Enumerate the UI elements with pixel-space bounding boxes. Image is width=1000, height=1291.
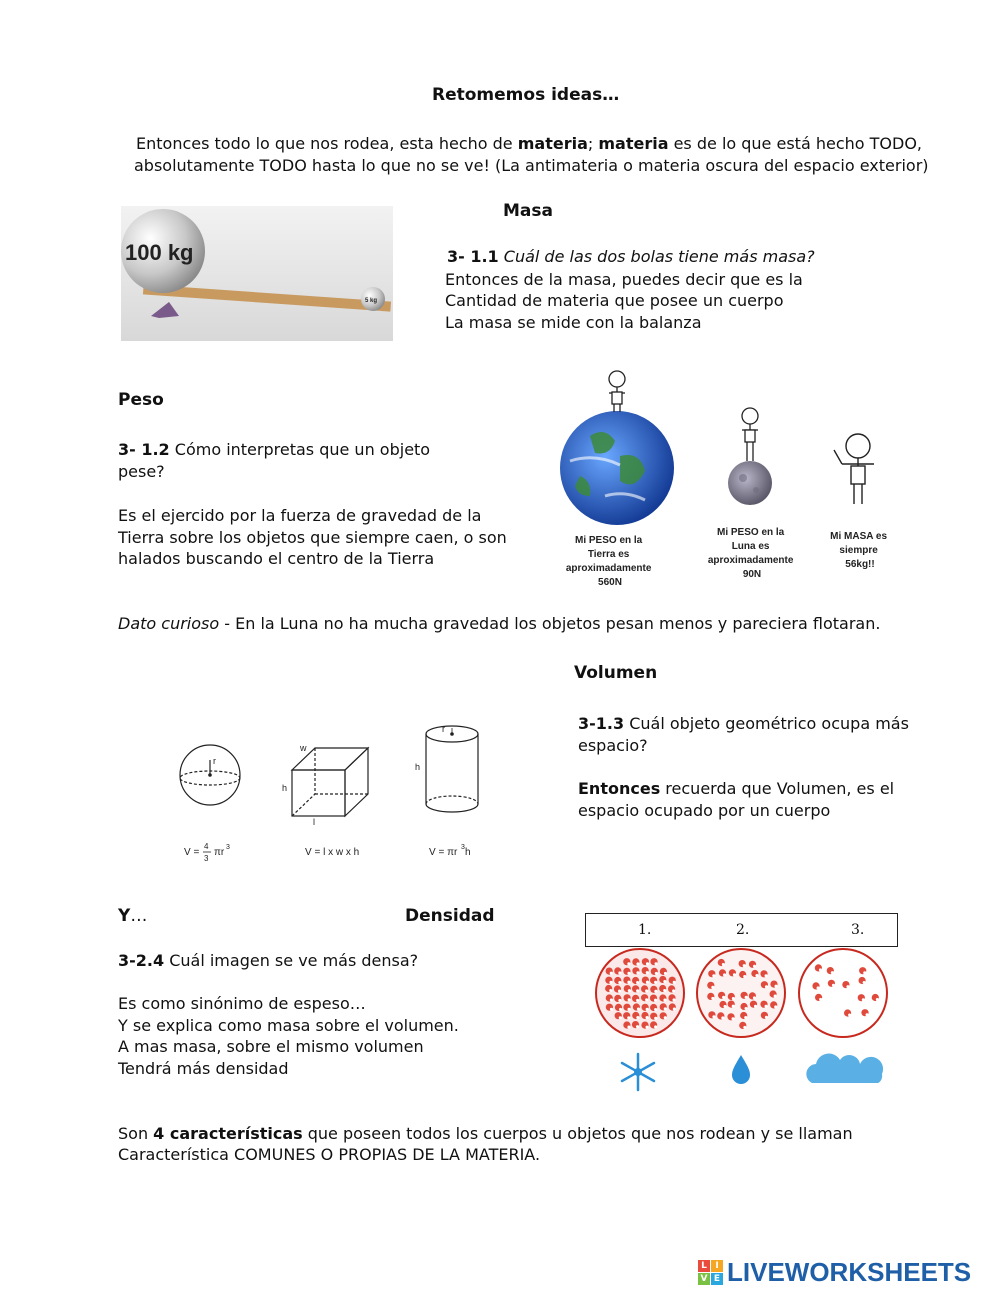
- particle-highlight: [819, 998, 822, 1001]
- density-label-3: 3.: [851, 922, 865, 938]
- particle-highlight: [673, 998, 676, 1001]
- particle-highlight: [618, 999, 621, 1002]
- particle-highlight: [765, 974, 768, 977]
- particle-highlight: [610, 999, 613, 1002]
- sphere-r-label: r: [213, 756, 216, 766]
- cylinder-h-label: h: [415, 762, 421, 772]
- particle-highlight: [863, 971, 866, 974]
- particle-highlight: [663, 989, 666, 992]
- box-w-label: w: [300, 743, 307, 753]
- particle-highlight: [636, 981, 639, 984]
- particle-highlight: [745, 1007, 748, 1010]
- particle-highlight: [876, 998, 879, 1001]
- mass-caption: [830, 531, 890, 570]
- particle-highlight: [817, 986, 820, 989]
- particle-highlight: [711, 997, 714, 1000]
- density-illustration: [590, 948, 896, 1098]
- volumen-answer-line-1: [578, 779, 894, 798]
- sphere-formula-exponent: 3: [226, 844, 230, 851]
- earth-group: [560, 371, 674, 588]
- mass-group: [830, 434, 890, 570]
- particle-highlight: [636, 989, 639, 992]
- brand-logo: [698, 1257, 971, 1288]
- particle-highlight: [831, 971, 834, 974]
- densidad-heading: Densidad: [405, 906, 495, 926]
- intro-text: Entonces todo lo que nos rodea, esta hecho de: [136, 134, 518, 153]
- particle-highlight: [745, 996, 748, 999]
- densidad-y: [118, 906, 147, 926]
- moon-caption: [708, 527, 796, 580]
- intro-bold: materia: [598, 134, 669, 153]
- sphere-formula-denominator: 3: [204, 854, 209, 863]
- density-circle-3: [799, 949, 887, 1037]
- mass-caption-line: 56kg!!: [845, 559, 875, 570]
- cylinder-r-label: r: [442, 724, 445, 734]
- moon-globe: [728, 461, 772, 505]
- particle-highlight: [712, 1015, 715, 1018]
- particle-highlight: [646, 981, 649, 984]
- footer-bold: 4 características: [153, 1124, 303, 1143]
- particle-highlight: [724, 1005, 727, 1008]
- particle-highlight: [753, 996, 756, 999]
- densidad-question: [118, 951, 418, 970]
- densidad-line-2: Y se explica como masa sobre el volumen.: [118, 1016, 459, 1035]
- volumen-question-line-1: [578, 714, 909, 733]
- particle-highlight: [664, 1016, 667, 1019]
- particle-highlight: [744, 1016, 747, 1019]
- particle-highlight: [627, 972, 630, 975]
- moon-caption-line: Luna es: [731, 541, 770, 552]
- particle-highlight: [663, 999, 666, 1002]
- y-dots: …: [130, 906, 148, 926]
- particle-highlight: [618, 981, 621, 984]
- brand-badge: [698, 1260, 723, 1285]
- particle-highlight: [654, 1025, 657, 1028]
- intro-line-2: absolutamente TODO hasta lo que no se ve! (La antimateria o materia oscura del espacio exterior): [134, 156, 929, 175]
- particle-highlight: [712, 974, 715, 977]
- particle-highlight: [722, 963, 725, 966]
- stick-figure-earth: [609, 371, 625, 412]
- particle-highlight: [755, 974, 758, 977]
- stick-figure-moon: [742, 408, 758, 461]
- particle-highlight: [775, 985, 778, 988]
- dato-curioso: [118, 614, 880, 633]
- footer-line-2: Característica COMUNES O PROPIAS DE LA MATERIA.: [118, 1145, 541, 1164]
- particle-highlight: [618, 971, 621, 974]
- density-label-1: 1.: [638, 922, 652, 938]
- particle-highlight: [645, 998, 648, 1001]
- cylinder-formula-h: h: [465, 847, 471, 858]
- answer-bold: Entonces: [578, 779, 661, 798]
- particle-highlight: [646, 971, 649, 974]
- particle-highlight: [636, 1016, 639, 1019]
- masa-line-3: La masa se mide con la balanza: [445, 313, 702, 332]
- sphere-formula-body: πr: [214, 847, 225, 858]
- intro-bold: materia: [517, 134, 588, 153]
- sphere-shape: [180, 745, 240, 805]
- particle-highlight: [618, 990, 621, 993]
- moon-caption-line: Mi PESO en la: [716, 527, 785, 538]
- box-h-label: h: [282, 783, 288, 793]
- particle-highlight: [646, 1008, 649, 1011]
- peso-answer-line-1: Es el ejercido por la fuerza de gravedad de la: [118, 506, 482, 525]
- masa-balance-image: [121, 206, 393, 341]
- particle-highlight: [636, 971, 639, 974]
- dato-label: Dato curioso: [118, 614, 220, 633]
- mass-caption-line: siempre: [839, 545, 878, 556]
- particle-highlight: [723, 973, 726, 976]
- volumen-heading: Volumen: [574, 663, 658, 683]
- particle-highlight: [646, 962, 649, 965]
- box-formula: V = l x w x h: [305, 847, 360, 858]
- big-ball-label: 100 kg: [125, 240, 194, 265]
- particle-highlight: [654, 1017, 657, 1020]
- particle-highlight: [654, 999, 657, 1002]
- peso-question-line-2: pese?: [118, 462, 165, 481]
- badge-letter: E: [711, 1273, 723, 1285]
- particle-highlight: [627, 962, 630, 965]
- moon-group: [708, 408, 796, 580]
- page-title: Retomemos ideas…: [432, 85, 620, 105]
- particle-highlight: [646, 1026, 649, 1029]
- moon-caption-line: aproximadamente: [707, 555, 794, 566]
- volumen-question-line-2: espacio?: [578, 736, 648, 755]
- cylinder-shape: [426, 726, 478, 812]
- particle-highlight: [627, 1016, 630, 1019]
- mass-caption-line: Mi MASA es: [830, 531, 888, 542]
- particle-highlight: [619, 1016, 622, 1019]
- water-drop-icon: [732, 1055, 750, 1084]
- masa-heading: Masa: [503, 201, 553, 221]
- masa-line-2: Cantidad de materia que posee un cuerpo: [445, 291, 784, 310]
- badge-letter: L: [698, 1260, 710, 1272]
- particle-highlight: [664, 1007, 667, 1010]
- particle-highlight: [654, 1008, 657, 1011]
- box-l-label: l: [313, 817, 315, 827]
- intro-text: es de lo que está hecho TODO,: [668, 134, 922, 153]
- particle-highlight: [711, 986, 714, 989]
- peso-answer-line-3: halados buscando el centro de la Tierra: [118, 549, 435, 568]
- particle-highlight: [673, 1008, 676, 1011]
- badge-letter: I: [711, 1260, 723, 1272]
- density-circle-2: [697, 949, 785, 1037]
- particle-highlight: [765, 1016, 768, 1019]
- volume-shapes: [170, 718, 490, 868]
- dato-text: - En la Luna no ha mucha gravedad los objetos pesan menos y pareciera flotaran.: [219, 614, 881, 633]
- particle-highlight: [862, 998, 865, 1001]
- intro-line-1: [136, 134, 922, 153]
- particle-highlight: [732, 997, 735, 1000]
- densidad-line-4: Tendrá más densidad: [118, 1059, 289, 1078]
- earth-caption-line: 560N: [598, 577, 622, 588]
- particle-highlight: [732, 1017, 735, 1020]
- snowflake-icon: [622, 1054, 654, 1090]
- question-number: 3- 1.2: [118, 440, 170, 459]
- particle-highlight: [628, 989, 631, 992]
- particle-highlight: [610, 972, 613, 975]
- particle-highlight: [722, 996, 725, 999]
- masa-question: [447, 247, 815, 266]
- density-labels-box: [585, 913, 898, 947]
- particle-highlight: [743, 1026, 746, 1029]
- particle-highlight: [774, 995, 777, 998]
- sphere-formula-numerator: 4: [204, 842, 209, 851]
- particle-highlight: [765, 1005, 768, 1008]
- particle-highlight: [636, 1025, 639, 1028]
- particle-highlight: [645, 989, 648, 992]
- particle-highlight: [654, 990, 657, 993]
- particle-highlight: [848, 1014, 851, 1017]
- particle-highlight: [732, 1005, 735, 1008]
- particle-highlight: [754, 1005, 757, 1008]
- particle-highlight: [664, 972, 667, 975]
- densidad-line-3: A mas masa, sobre el mismo volumen: [118, 1037, 424, 1056]
- cloud-icon: [806, 1054, 883, 1083]
- volume-formulas: [184, 842, 471, 863]
- particle-highlight: [655, 972, 658, 975]
- particle-highlight: [863, 981, 866, 984]
- earth-globe: [560, 411, 674, 525]
- particle-highlight: [672, 989, 675, 992]
- question-number: 3- 1.1: [447, 247, 499, 266]
- earth-caption-line: aproximadamente: [565, 563, 652, 574]
- answer-text: recuerda que Volumen, es el: [660, 779, 895, 798]
- footer-line-1: [118, 1124, 853, 1143]
- volumen-answer-line-2: espacio ocupado por un cuerpo: [578, 801, 831, 820]
- question-number: 3-2.4: [118, 951, 165, 970]
- earth-caption-line: Tierra es: [587, 549, 630, 560]
- question-text: Cuál objeto geométrico ocupa más: [624, 714, 909, 733]
- particle-highlight: [627, 1026, 630, 1029]
- particle-highlight: [628, 1008, 631, 1011]
- particle-highlight: [636, 962, 639, 965]
- particle-highlight: [774, 1005, 777, 1008]
- particle-highlight: [609, 981, 612, 984]
- particle-highlight: [655, 962, 658, 965]
- box-shape: [292, 748, 368, 816]
- earth-caption: [566, 535, 654, 588]
- density-circle-1: [596, 949, 684, 1037]
- y-letter: Y: [118, 906, 131, 926]
- particle-highlight: [619, 1008, 622, 1011]
- particle-highlight: [654, 981, 657, 984]
- cylinder-formula-body: V = πr: [429, 847, 458, 858]
- particle-highlight: [721, 1016, 724, 1019]
- stick-figure-standing: [834, 434, 874, 504]
- particle-highlight: [673, 981, 676, 984]
- question-text: Cuál de las dos bolas tiene más masa?: [498, 247, 815, 266]
- particle-highlight: [846, 985, 849, 988]
- brand-name: LIVEWORKSHEETS: [727, 1257, 972, 1287]
- peso-illustration: [550, 366, 910, 592]
- particle-highlight: [636, 999, 639, 1002]
- badge-letter: V: [698, 1273, 710, 1285]
- particle-highlight: [733, 973, 736, 976]
- moon-caption-line: 90N: [742, 569, 762, 580]
- particle-highlight: [628, 998, 631, 1001]
- particle-highlight: [646, 1016, 649, 1019]
- cylinder-formula-exponent: 3: [461, 844, 465, 851]
- earth-caption-line: Mi PESO en la: [574, 535, 643, 546]
- question-text: Cómo interpretas que un objeto: [169, 440, 431, 459]
- question-text: Cuál imagen se ve más densa?: [164, 951, 419, 970]
- peso-answer-line-2: Tierra sobre los objetos que siempre caen, o son: [118, 528, 507, 547]
- densidad-line-1: Es como sinónimo de espeso…: [118, 994, 366, 1013]
- small-ball-label: 5 kg: [365, 298, 378, 304]
- footer-text: que poseen todos los cuerpos u objetos que nos rodean y se llaman: [302, 1124, 853, 1143]
- particle-highlight: [743, 975, 746, 978]
- particle-highlight: [663, 980, 666, 983]
- footer-text: Son: [118, 1124, 154, 1143]
- particle-highlight: [743, 964, 746, 967]
- particle-highlight: [819, 968, 822, 971]
- intro-text: ;: [587, 134, 599, 153]
- peso-heading: Peso: [118, 390, 164, 410]
- particle-highlight: [627, 981, 630, 984]
- question-number: 3-1.3: [578, 714, 625, 733]
- density-label-2: 2.: [736, 922, 750, 938]
- sphere-formula-prefix: V =: [184, 847, 200, 858]
- particle-highlight: [866, 1013, 869, 1016]
- masa-line-1: Entonces de la masa, puedes decir que es la: [445, 270, 803, 289]
- particle-highlight: [832, 984, 835, 987]
- peso-question-line-1: [118, 440, 430, 459]
- particle-highlight: [637, 1008, 640, 1011]
- particle-highlight: [609, 989, 612, 992]
- particle-highlight: [610, 1008, 613, 1011]
- particle-highlight: [753, 965, 756, 968]
- particle-highlight: [765, 985, 768, 988]
